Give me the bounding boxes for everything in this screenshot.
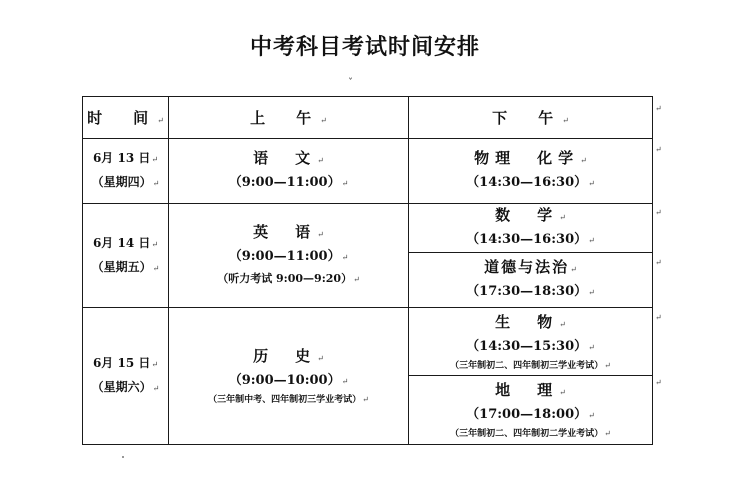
- row-end-mark: ↵: [655, 258, 662, 267]
- weekday-text: （星期六）: [91, 380, 152, 394]
- exam-time: （14:30—16:30）: [466, 175, 588, 190]
- return-mark: ↵: [353, 275, 360, 284]
- subject-name: 历 史: [253, 347, 317, 365]
- table-row: [83, 308, 653, 376]
- return-mark: ↵: [588, 236, 595, 245]
- date-cell: [83, 139, 169, 204]
- subject-name: 数 学: [495, 206, 559, 224]
- return-mark: ↵: [157, 116, 164, 125]
- afternoon-exam-cell: [409, 204, 653, 253]
- return-mark: ↵: [152, 263, 160, 273]
- header-afternoon-cell: [409, 97, 653, 139]
- return-mark: ↵: [604, 360, 611, 370]
- return-mark: ↵: [341, 179, 349, 188]
- return-mark: ↵: [588, 411, 595, 420]
- return-mark: ↵: [362, 395, 369, 404]
- date-text: 6月 15 日: [92, 356, 151, 370]
- header-morning-cell: [169, 97, 409, 139]
- weekday-text: （星期四）: [91, 175, 152, 189]
- weekday-text: （星期五）: [91, 259, 152, 274]
- header-row: [83, 97, 653, 139]
- exam-time: （9:00—11:00）: [228, 175, 341, 190]
- subject-name: 语 文: [253, 149, 317, 167]
- date-cell: [83, 308, 169, 445]
- morning-exam-cell: [169, 308, 409, 445]
- header-time: 时 间: [87, 109, 157, 127]
- exam-note: （三年制初二、四年制初三学业考试）: [450, 360, 604, 371]
- morning-exam-cell: [169, 204, 409, 308]
- return-mark: ↵: [317, 230, 324, 239]
- exam-time: （17:30—18:30）: [466, 284, 588, 299]
- return-mark: ↵: [151, 239, 159, 249]
- subject-name: 道德与法治: [484, 258, 570, 276]
- subject-name: 地 理: [495, 381, 559, 399]
- return-mark: ↵: [588, 288, 595, 297]
- row-end-mark: ↵: [655, 313, 662, 322]
- return-mark: ↵: [341, 253, 349, 262]
- afternoon-exam-cell: [409, 376, 653, 445]
- return-mark: ↵: [604, 429, 611, 438]
- return-mark: ↵: [580, 156, 587, 165]
- return-mark: ↵: [151, 155, 159, 164]
- return-mark: ↵: [570, 265, 577, 274]
- row-end-mark: ↵: [655, 378, 662, 387]
- return-mark: ↵: [317, 156, 324, 165]
- return-mark: ↵: [151, 360, 159, 369]
- row-end-mark: ↵: [655, 104, 662, 113]
- header-time-cell: [83, 97, 169, 139]
- exam-note: （三年制初二、四年制初二学业考试）: [450, 429, 604, 439]
- return-mark: ↵: [562, 116, 569, 125]
- table-row: [83, 139, 653, 204]
- return-mark: ↵: [559, 213, 566, 222]
- exam-time: （14:30—16:30）: [466, 232, 588, 247]
- exam-time: （14:30—15:30）: [466, 338, 588, 354]
- subject-name: 物理 化学: [474, 149, 580, 167]
- row-end-mark: ↵: [655, 208, 662, 217]
- exam-time: （17:00—18:00）: [466, 407, 588, 422]
- page-title: 中考科目考试时间安排: [249, 35, 480, 60]
- exam-time: （9:00—10:00）: [228, 373, 341, 388]
- return-mark: ↵: [559, 319, 566, 329]
- return-mark: ↵: [152, 179, 160, 188]
- return-mark: ↵: [588, 342, 595, 352]
- exam-note: （听力考试 9:00—9:20）: [217, 272, 353, 285]
- return-mark: ↵: [152, 384, 160, 393]
- row-end-mark: ↵: [655, 145, 662, 154]
- afternoon-exam-cell: [409, 308, 653, 376]
- date-text: 6月 14 日: [92, 235, 151, 250]
- date-cell: [83, 204, 169, 308]
- exam-note: （三年制中考、四年制初三学业考试）: [208, 395, 362, 405]
- subject-name: 英 语: [253, 223, 317, 241]
- table-row: [83, 204, 653, 253]
- date-text: 6月 13 日: [92, 151, 151, 165]
- afternoon-exam-cell: [409, 253, 653, 308]
- exam-schedule-table: [82, 96, 653, 445]
- return-mark: ↵: [320, 116, 327, 125]
- decorative-dot: [122, 456, 124, 458]
- return-mark: ↵: [559, 388, 566, 397]
- return-mark: ↵: [317, 354, 324, 363]
- morning-exam-cell: [169, 139, 409, 204]
- subject-name: 生 物: [495, 312, 559, 331]
- header-afternoon: 下 午: [492, 109, 562, 127]
- exam-time: （9:00—11:00）: [228, 249, 341, 264]
- return-mark: ↵: [341, 377, 349, 386]
- return-mark: ↵: [588, 179, 595, 188]
- header-morning: 上 午: [250, 109, 320, 127]
- decorative-mark: ˇ: [348, 78, 353, 89]
- afternoon-exam-cell: [409, 139, 653, 204]
